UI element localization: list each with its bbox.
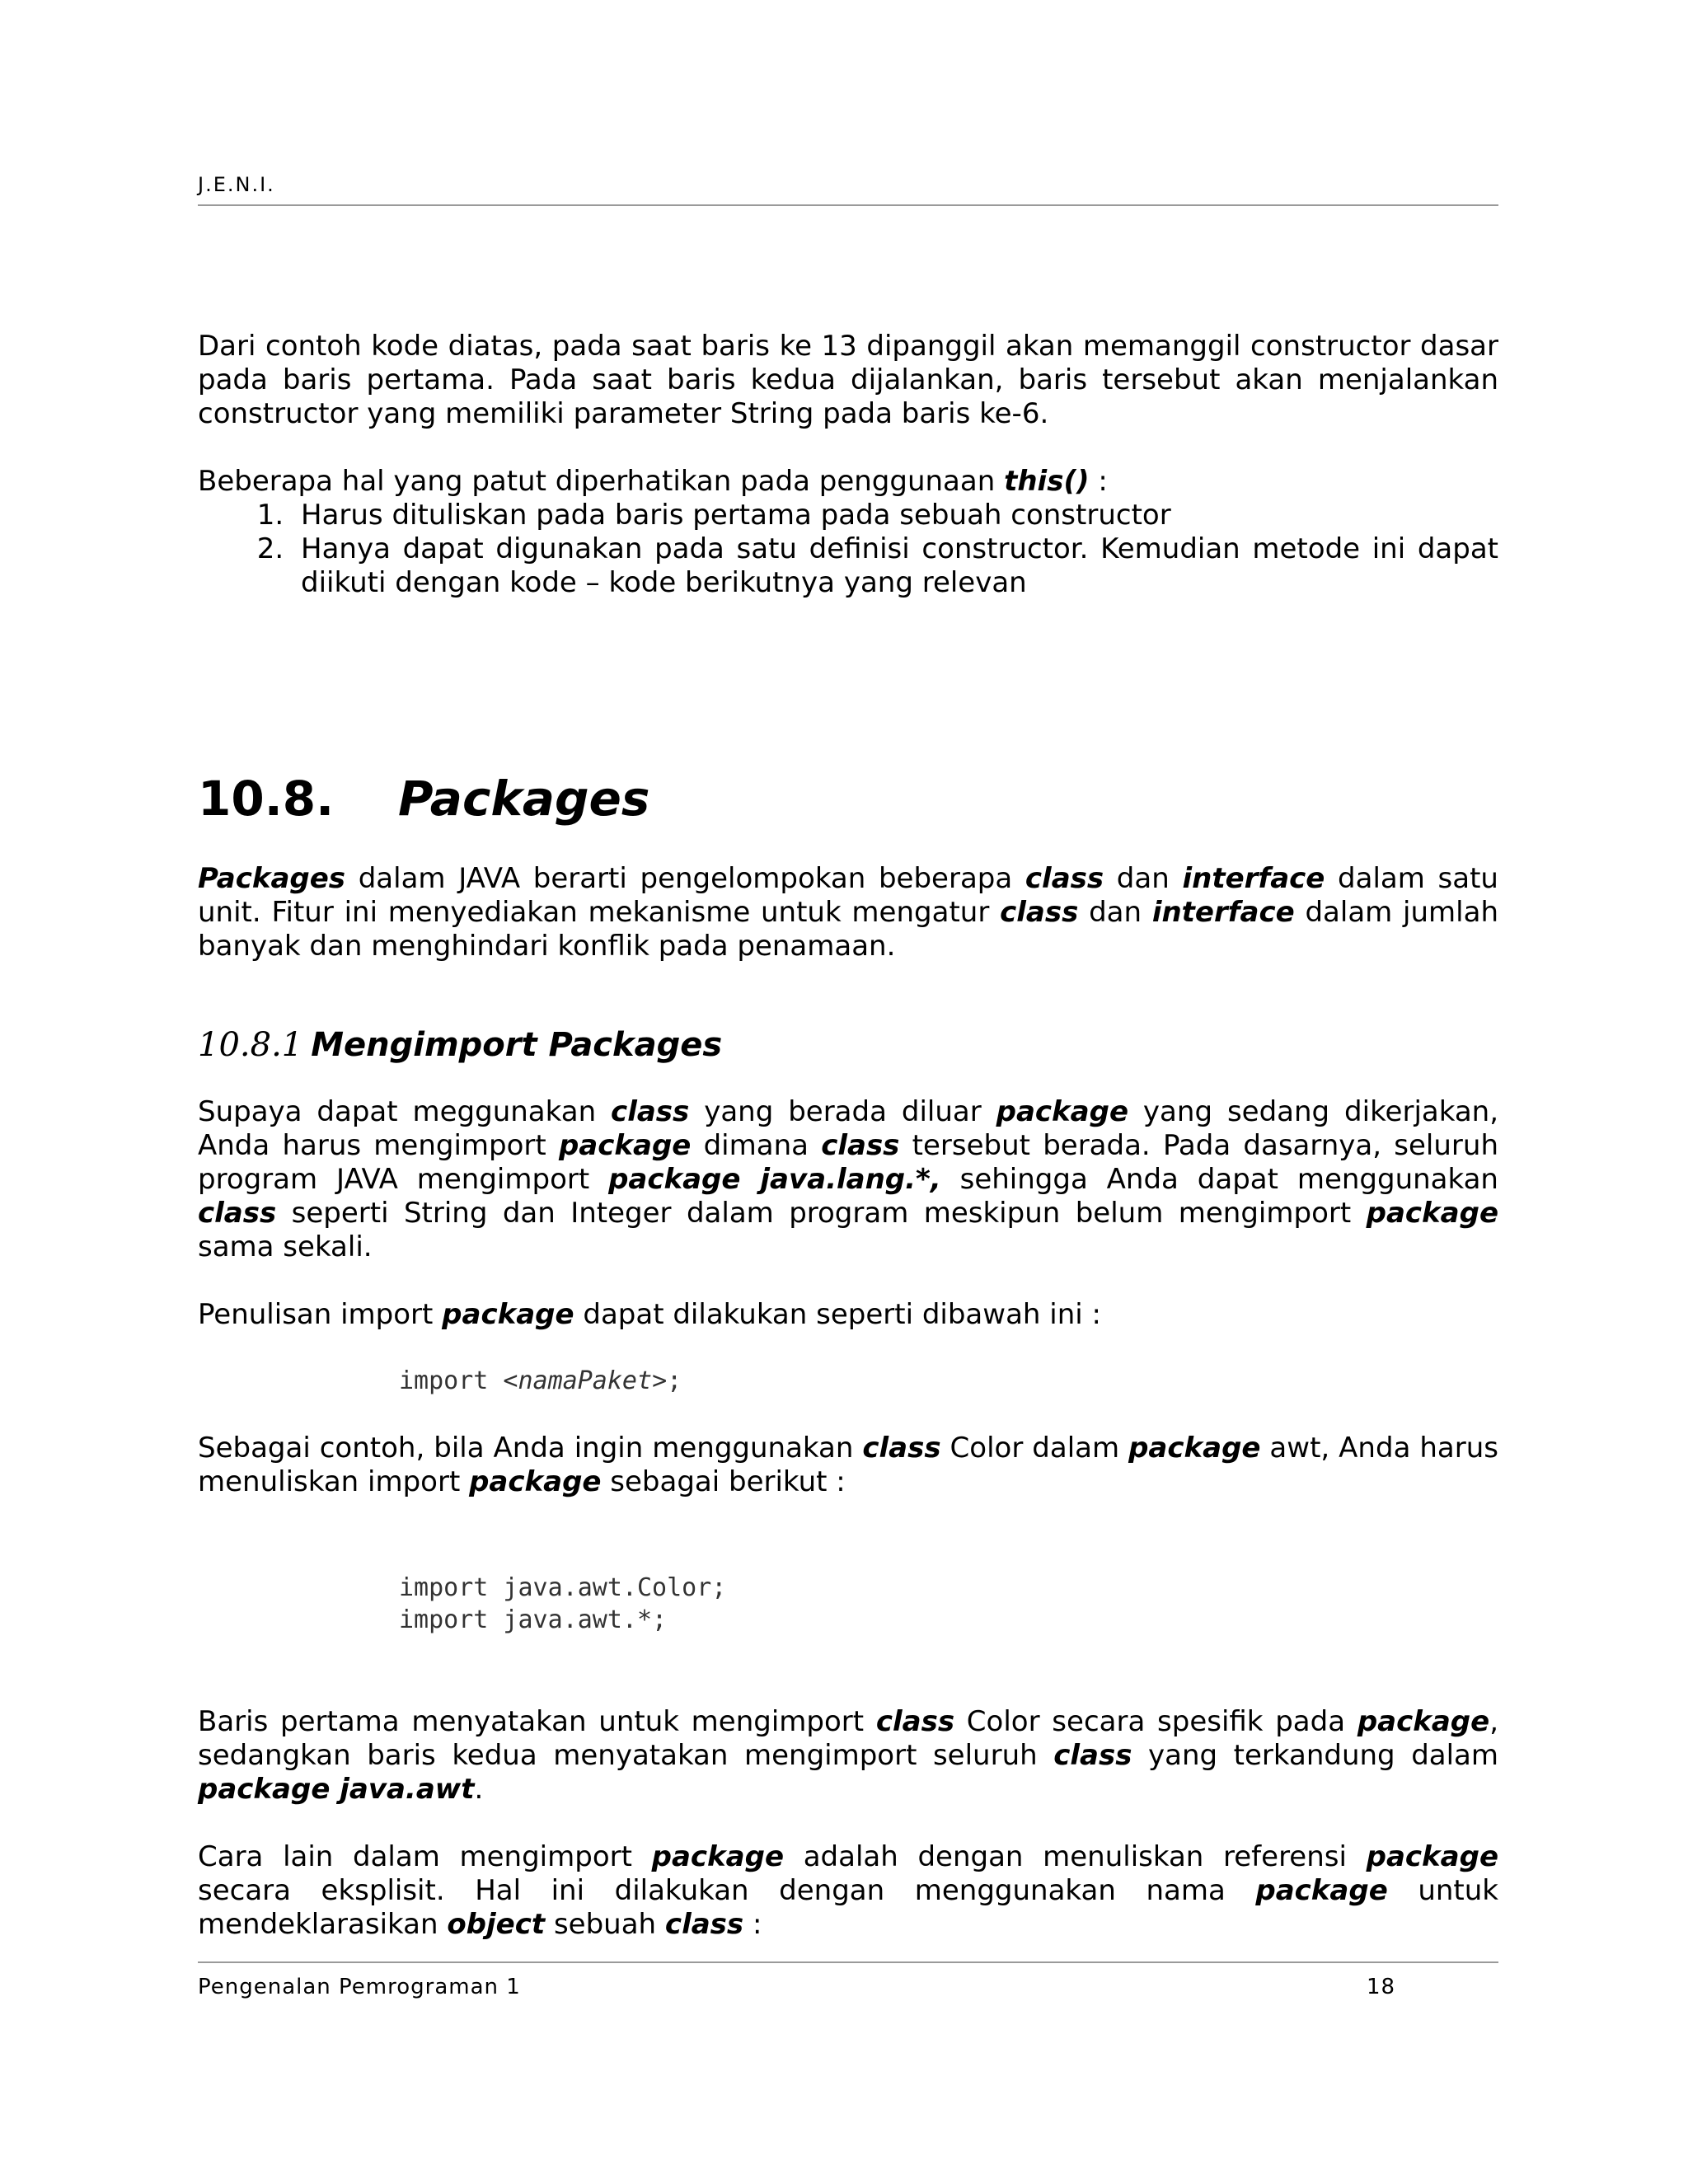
paragraph-this-usage: Beberapa hal yang patut diperhatikan pada penggunaan this() :: [198, 465, 1108, 498]
subsection-title: Mengimport Packages: [311, 1026, 723, 1064]
subsection-heading: [198, 1024, 1498, 1066]
paragraph-explicit-reference: Cara lain dalam mengimport package adalah dengan menuliskan referensi package secara eksplisit. Hal ini dilakukan dengan menggunakan nama package untuk mendeklarasikan object sebuah class :: [198, 1840, 1498, 1941]
paragraph-packages-definition: Packages dalam JAVA berarti pengelompokan beberapa class dan interface dalam satu unit. Fitur ini menyediakan mekanisme untuk mengatur class dan interface dalam jumlah banyak dan menghindari konflik pada penamaan.: [198, 862, 1498, 963]
this-rules-list: [198, 499, 1498, 600]
list-item: 2. Hanya dapat digunakan pada satu definisi constructor. Kemudian metode ini dapat diikuti dengan kode – kode berikutnya yang relevan: [293, 532, 1498, 600]
section-heading: [198, 770, 1498, 827]
code-line: import java.awt.*;: [399, 1605, 668, 1634]
header-text: J.E.N.I.: [198, 173, 275, 196]
paragraph-import-explanation: Baris pertama menyatakan untuk mengimport class Color secara spesifik pada package, sedangkan baris kedua menyatakan mengimport seluruh class yang terkandung dalam package java.awt.: [198, 1705, 1499, 1806]
paragraph-import-syntax: Penulisan import package dapat dilakukan seperti dibawah ini :: [198, 1298, 1101, 1331]
page-header: [198, 173, 1498, 206]
paragraph-color-example: Sebagai contoh, bila Anda ingin menggunakan class Color dalam package awt, Anda harus menuliskan import package sebagai berikut :: [198, 1432, 1498, 1498]
page-content: [198, 330, 1498, 1942]
section-title: Packages: [398, 771, 650, 827]
paragraph-import-intro: Supaya dapat meggunakan class yang berada diluar package yang sedang dikerjakan, Anda harus mengimport package dimana class tersebut berada. Pada dasarnya, seluruh program JAVA mengimport package java.lang.*, sehingga Anda dapat menggunakan class seperti String dan Integer dalam program meskipun belum mengimport package sama sekali.: [198, 1095, 1499, 1263]
section-number: 10.8.: [198, 771, 335, 827]
paragraph-constructor-explanation: Dari contoh kode diatas, pada saat baris ke 13 dipanggil akan memanggil constructor dasar pada baris pertama. Pada saat baris kedua dijalankan, baris tersebut akan menjalankan constructor yang memiliki parameter String pada baris ke-6.: [198, 330, 1498, 430]
footer-title: Pengenalan Pemrograman 1: [198, 1975, 521, 1999]
code-import-syntax: import <namaPaket>;: [399, 1366, 682, 1395]
code-import-example: [198, 1572, 1498, 1636]
page-footer: [198, 1961, 1498, 1999]
page-number: 18: [1367, 1975, 1396, 1999]
code-line: import java.awt.Color;: [399, 1573, 727, 1602]
subsection-number: 10.8.1: [198, 1026, 303, 1064]
list-item: 1. Harus dituliskan pada baris pertama pada sebuah constructor: [293, 499, 1498, 532]
